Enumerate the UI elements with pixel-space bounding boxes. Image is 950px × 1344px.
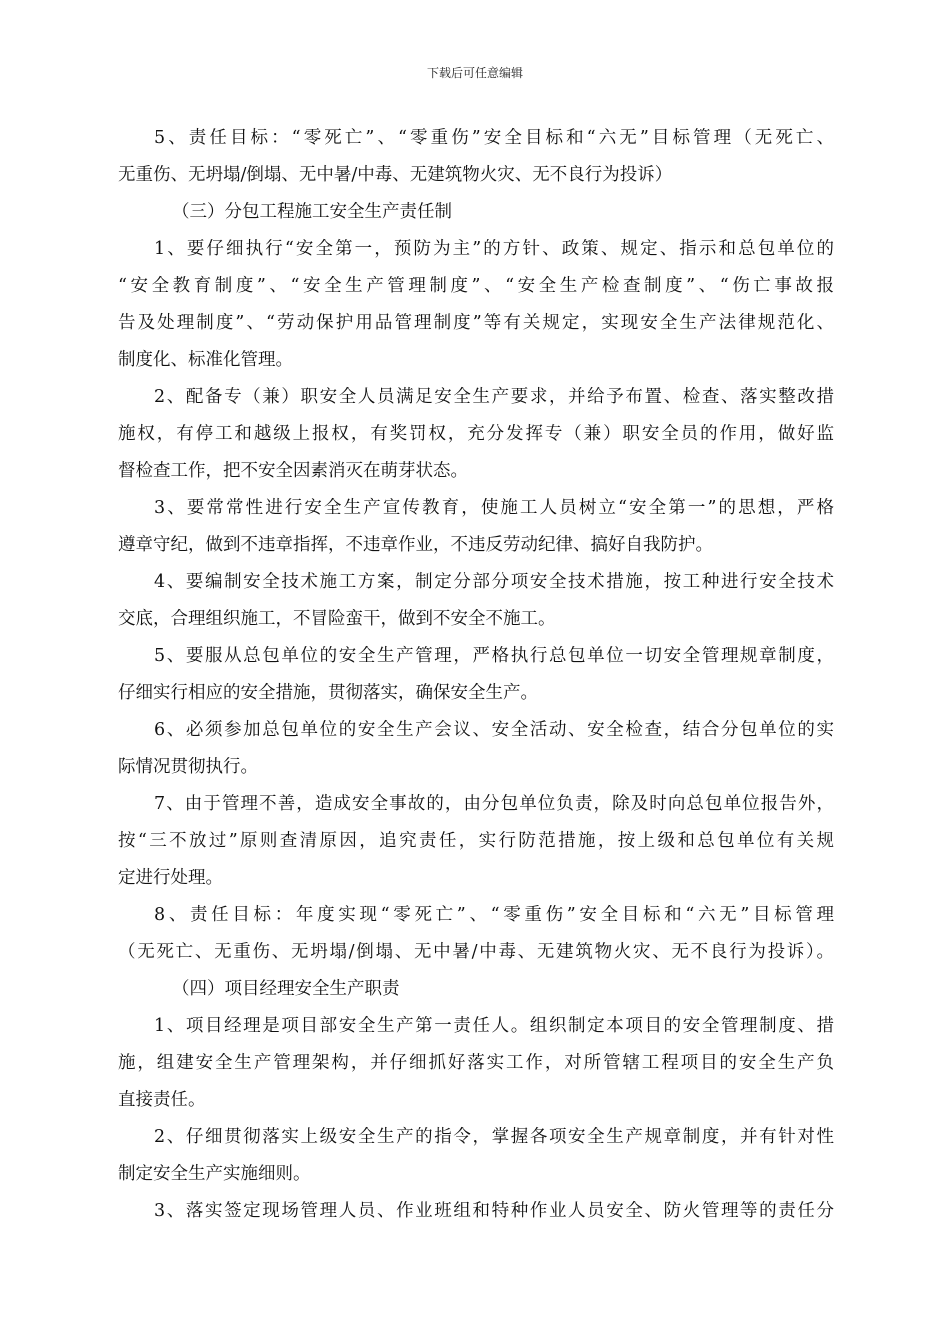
text-line: 制度化、标准化管理。 <box>118 350 293 370</box>
text-line: （无死亡、无重伤、无坍塌/倒塌、无中暑/中毒、无建筑物火灾、无不良行为投诉）。 <box>118 942 834 962</box>
text-line: 直接责任。 <box>118 1090 206 1110</box>
text-line: 7、由于管理不善，造成安全事故的，由分包单位负责，除及时向总包单位报告外， <box>154 794 834 814</box>
text-line: 5、责任目标：“零死亡”、“零重伤”安全目标和“六无”目标管理（无死亡、 <box>154 128 834 148</box>
text-line: 遵章守纪，做到不违章指挥，不违章作业，不违反劳动纪律、搞好自我防护。 <box>118 535 713 555</box>
text-line: 6、必须参加总包单位的安全生产会议、安全活动、安全检查，结合分包单位的实 <box>154 720 834 740</box>
text-line: 制定安全生产实施细则。 <box>118 1164 311 1184</box>
text-line: 5、要服从总包单位的安全生产管理，严格执行总包单位一切安全管理规章制度， <box>154 646 834 666</box>
text-line: 无重伤、无坍塌/倒塌、无中暑/中毒、无建筑物火灾、无不良行为投诉） <box>118 165 673 185</box>
text-line: 告及处理制度”、“劳动保护用品管理制度”等有关规定，实现安全生产法律规范化、 <box>118 313 834 333</box>
text-line: 施权，有停工和越级上报权，有奖罚权，充分发挥专（兼）职安全员的作用，做好监 <box>118 424 834 444</box>
text-line: 定进行处理。 <box>118 868 223 888</box>
text-line: 按“三不放过”原则查清原因，追究责任，实行防范措施，按上级和总包单位有关规 <box>118 831 834 851</box>
text-line: 8、责任目标：年度实现“零死亡”、“零重伤”安全目标和“六无”目标管理 <box>154 905 834 925</box>
text-line: 交底，合理组织施工，不冒险蛮干，做到不安全不施工。 <box>118 609 556 629</box>
text-line: 1、项目经理是项目部安全生产第一责任人。组织制定本项目的安全管理制度、措 <box>154 1016 834 1036</box>
text-line: 仔细实行相应的安全措施，贯彻落实，确保安全生产。 <box>118 683 538 703</box>
text-line: 1、要仔细执行“安全第一，预防为主”的方针、政策、规定、指示和总包单位的 <box>154 239 834 259</box>
text-line: （三）分包工程施工安全生产责任制 <box>172 202 452 222</box>
text-line: 3、要常常性进行安全生产宣传教育，使施工人员树立“安全第一”的思想，严格 <box>154 498 834 518</box>
text-line: 际情况贯彻执行。 <box>118 757 258 777</box>
page-header: 下载后可任意编辑 <box>426 66 523 80</box>
text-line: 2、仔细贯彻落实上级安全生产的指令，掌握各项安全生产规章制度，并有针对性 <box>154 1127 834 1147</box>
text-line: 督检查工作，把不安全因素消灭在萌芽状态。 <box>118 461 468 481</box>
text-line: （四）项目经理安全生产职责 <box>172 979 400 999</box>
text-line: “安全教育制度”、“安全生产管理制度”、“安全生产检查制度”、“伤亡事故报 <box>118 276 834 296</box>
text-line: 4、要编制安全技术施工方案，制定分部分项安全技术措施，按工种进行安全技术 <box>154 572 834 592</box>
document-body <box>118 120 834 1230</box>
text-line: 2、配备专（兼）职安全人员满足安全生产要求，并给予布置、检查、落实整改措 <box>154 387 834 407</box>
text-line: 施，组建安全生产管理架构，并仔细抓好落实工作，对所管辖工程项目的安全生产负 <box>118 1053 834 1073</box>
text-line: 3、落实签定现场管理人员、作业班组和特种作业人员安全、防火管理等的责任分 <box>154 1201 834 1221</box>
